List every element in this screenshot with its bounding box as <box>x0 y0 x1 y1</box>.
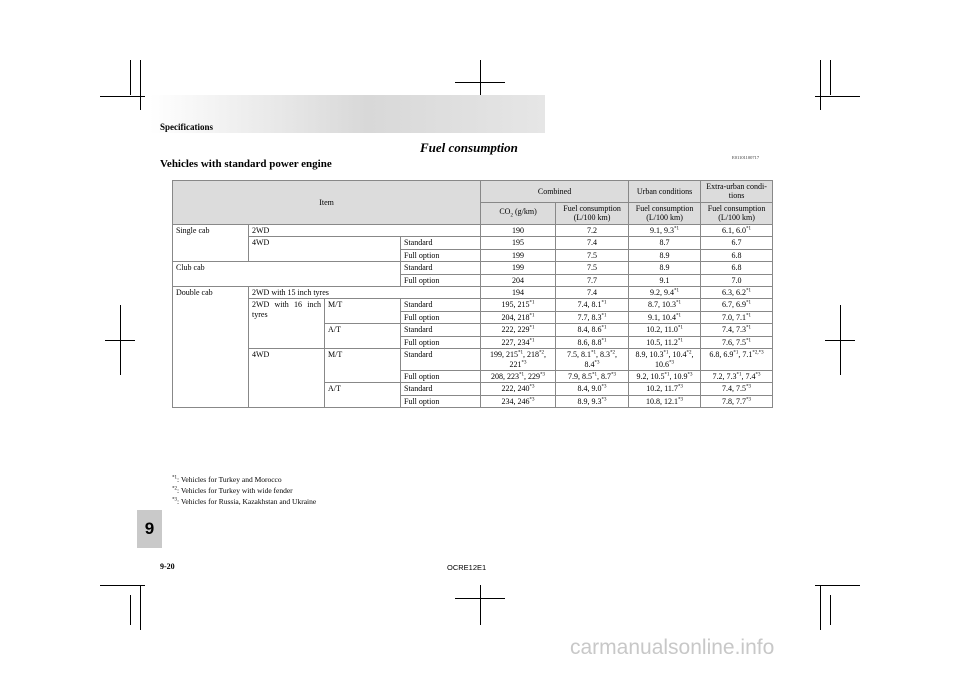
co2-value: 199, 215$^{*1}$, 218$^{*2}$, 221$^{*3}$ <box>481 349 556 371</box>
trim-label: Full option <box>401 371 481 383</box>
co2-value: 195 <box>481 237 556 249</box>
combined-value: 8.4, 9.0$^{*3}$ <box>556 383 629 395</box>
urban-value: 10.5, 11.2$^{*1}$ <box>629 336 701 348</box>
extra-urban-value: 7.4, 7.5$^{*3}$ <box>701 383 773 395</box>
trim-label: Full option <box>401 395 481 407</box>
fuel-consumption-table <box>172 180 773 408</box>
trim-label: Standard <box>401 299 481 311</box>
document-id: OCRE12E1 <box>447 563 487 572</box>
reference-code: E01101100717 <box>732 155 760 160</box>
crop-mark <box>480 585 481 625</box>
urban-value: 8.9 <box>629 249 701 261</box>
drive-label: 2WD <box>249 224 481 236</box>
table-row <box>173 224 773 236</box>
crop-mark <box>815 585 860 586</box>
drive-label: 4WD <box>249 237 401 262</box>
crop-mark <box>130 60 131 95</box>
combined-value: 7.4, 8.1$^{*1}$ <box>556 299 629 311</box>
co2-value: 204, 218$^{*1}$ <box>481 311 556 323</box>
watermark: carmanualsonline.info <box>570 636 775 659</box>
combined-value: 7.7 <box>556 274 629 286</box>
urban-value: 9.2, 9.4$^{*1}$ <box>629 286 701 298</box>
combined-value: 7.5 <box>556 249 629 261</box>
extra-urban-value: 7.0 <box>701 274 773 286</box>
crop-mark <box>100 96 145 97</box>
item-header: Item <box>173 181 481 225</box>
urban-value: 10.8, 12.1$^{*3}$ <box>629 395 701 407</box>
trim-label: Standard <box>401 349 481 371</box>
fuel-header-extra-urban: Fuel consumption (L/100 km) <box>701 202 773 224</box>
urban-header: Urban conditions <box>629 181 701 203</box>
co2-header: $CO_2$ (g/km) <box>481 202 556 224</box>
urban-value: 9.1, 9.3$^{*1}$ <box>629 224 701 236</box>
co2-value: 199 <box>481 262 556 274</box>
urban-value: 9.1, 10.4$^{*1}$ <box>629 311 701 323</box>
footnote: $^{*3}$: Vehicles for Russia, Kazakhstan and Ukraine <box>172 497 317 506</box>
co2-value: 190 <box>481 224 556 236</box>
combined-value: 7.9, 8.5$^{*1}$, 8.7$^{*3}$ <box>556 371 629 383</box>
urban-value: 10.2, 11.0$^{*1}$ <box>629 324 701 336</box>
club-cab-label: Club cab <box>173 262 401 287</box>
crop-mark <box>830 60 831 95</box>
crop-mark <box>130 595 131 625</box>
crop-mark <box>830 595 831 625</box>
combined-value: 7.7, 8.3$^{*1}$ <box>556 311 629 323</box>
chapter-tab: 9 <box>137 510 162 548</box>
trim-label: Full option <box>401 249 481 261</box>
drive-label: 4WD <box>249 349 325 408</box>
crop-mark <box>455 598 505 599</box>
combined-value: 8.6, 8.8$^{*1}$ <box>556 336 629 348</box>
urban-value: 8.9 <box>629 262 701 274</box>
urban-value: 8.7, 10.3$^{*1}$ <box>629 299 701 311</box>
crop-mark <box>105 340 135 341</box>
co2-value: 204 <box>481 274 556 286</box>
trim-label: Standard <box>401 383 481 395</box>
extra-urban-value: 7.6, 7.5$^{*1}$ <box>701 336 773 348</box>
footnote: $^{*1}$: Vehicles for Turkey and Morocco <box>172 475 282 484</box>
extra-urban-value: 7.8, 7.7$^{*3}$ <box>701 395 773 407</box>
trim-label: Standard <box>401 324 481 336</box>
extra-urban-value: 6.8, 6.9$^{*1}$, $7.1^{*2,*3}$ <box>701 349 773 371</box>
crop-mark <box>815 96 860 97</box>
combined-header: Combined <box>481 181 629 203</box>
fuel-header-combined: Fuel consumption (L/100 km) <box>556 202 629 224</box>
double-cab-label: Double cab <box>173 286 249 407</box>
co2-value: 195, 215$^{*1}$ <box>481 299 556 311</box>
crop-mark <box>455 82 505 83</box>
single-cab-label: Single cab <box>173 224 249 261</box>
crop-mark <box>140 60 141 110</box>
section-title: Specifications <box>160 122 213 132</box>
transmission-label: A/T <box>325 383 401 408</box>
co2-value: 208, 223$^{*1}$, 229$^{*3}$ <box>481 371 556 383</box>
table-row <box>173 286 773 298</box>
trim-label: Standard <box>401 237 481 249</box>
combined-value: 7.5, 8.1$^{*1}$, 8.3$^{*2}$, 8.4$^{*3}$ <box>556 349 629 371</box>
table-header-row <box>173 181 773 203</box>
trim-label: Full option <box>401 336 481 348</box>
footnote: $^{*2}$: Vehicles for Turkey with wide fender <box>172 486 293 495</box>
extra-urban-value: 6.8 <box>701 262 773 274</box>
urban-value: 10.2, 11.7$^{*3}$ <box>629 383 701 395</box>
table-row <box>173 299 773 311</box>
transmission-label: M/T <box>325 299 401 324</box>
page-number: 9-20 <box>160 562 175 571</box>
combined-value: 7.4 <box>556 286 629 298</box>
table-row <box>173 262 773 274</box>
urban-value: 8.9, 10.3$^{*1}$, 10.4$^{*2}$, 10.6$^{*3}$ <box>629 349 701 371</box>
co2-value: 222, 229$^{*1}$ <box>481 324 556 336</box>
crop-mark <box>820 60 821 110</box>
urban-value: 9.2, 10.5$^{*1}$, 10.9$^{*3}$ <box>629 371 701 383</box>
trim-label: Full option <box>401 311 481 323</box>
urban-value: 9.1 <box>629 274 701 286</box>
co2-value: 227, 234$^{*1}$ <box>481 336 556 348</box>
urban-value: 8.7 <box>629 237 701 249</box>
crop-mark <box>100 585 145 586</box>
transmission-label: M/T <box>325 349 401 383</box>
drive-label: 2WD with 16 inch tyres <box>249 299 325 349</box>
combined-value: 8.4, 8.6$^{*1}$ <box>556 324 629 336</box>
extra-urban-value: 7.0, 7.1$^{*1}$ <box>701 311 773 323</box>
extra-urban-value: 6.1, 6.0$^{*1}$ <box>701 224 773 236</box>
fuel-header-urban: Fuel consumption (L/100 km) <box>629 202 701 224</box>
co2-value: 194 <box>481 286 556 298</box>
drive-label: 2WD with 15 inch tyres <box>249 286 481 298</box>
table-subheading: Vehicles with standard power engine <box>160 158 332 170</box>
extra-urban-value: 6.3, 6.2$^{*1}$ <box>701 286 773 298</box>
combined-value: 7.5 <box>556 262 629 274</box>
co2-value: 199 <box>481 249 556 261</box>
crop-mark <box>825 340 855 341</box>
crop-mark <box>140 585 141 630</box>
extra-urban-value: 7.2, 7.3$^{*1}$, 7.4$^{*3}$ <box>701 371 773 383</box>
page-heading: Fuel consumption <box>420 140 518 155</box>
extra-urban-value: 6.7 <box>701 237 773 249</box>
combined-value: 8.9, 9.3$^{*3}$ <box>556 395 629 407</box>
trim-label: Standard <box>401 262 481 274</box>
extra-urban-value: 6.7, 6.9$^{*1}$ <box>701 299 773 311</box>
extra-urban-header: Extra-urban condi-tions <box>701 181 773 203</box>
transmission-label: A/T <box>325 324 401 349</box>
crop-mark <box>820 585 821 630</box>
extra-urban-value: 7.4, 7.3$^{*1}$ <box>701 324 773 336</box>
co2-value: 234, 246$^{*3}$ <box>481 395 556 407</box>
extra-urban-value: 6.8 <box>701 249 773 261</box>
trim-label: Full option <box>401 274 481 286</box>
table-row <box>173 237 773 249</box>
co2-value: 222, 240$^{*3}$ <box>481 383 556 395</box>
combined-value: 7.2 <box>556 224 629 236</box>
combined-value: 7.4 <box>556 237 629 249</box>
table-row <box>173 349 773 371</box>
